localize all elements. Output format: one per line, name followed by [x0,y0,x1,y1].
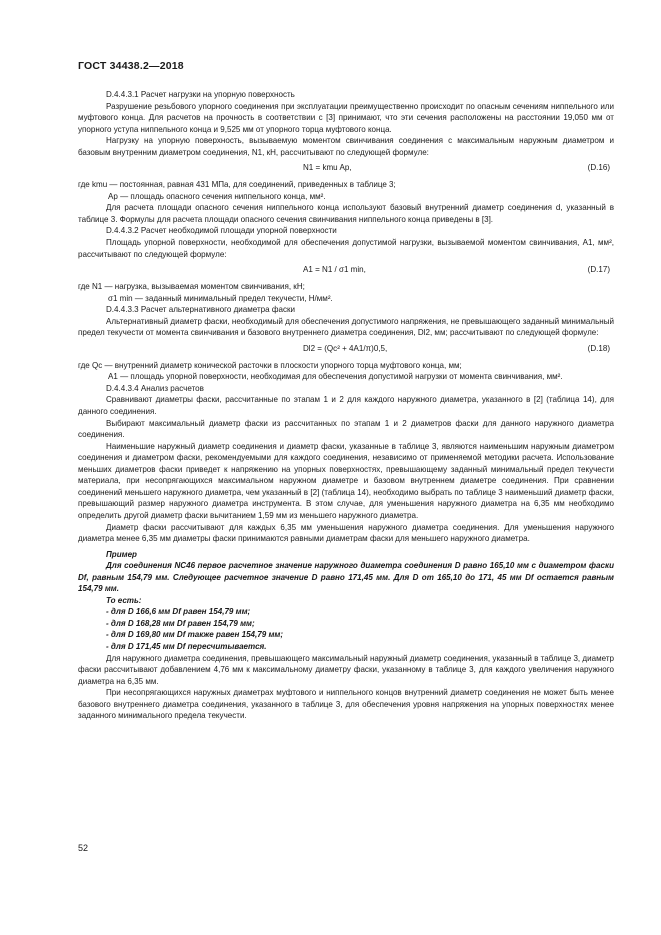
example-item: - для D 168,28 мм Df равен 154,79 мм; [106,618,255,628]
example-paragraph: Для соединения NC46 первое расчетное значение наружного диаметра соединения D равно 165,10 мм с диаметром фаски Df, равным 154,79 мм. Следующее расчетное значение D равно 171,45 мм. Для D от 165,10 до 171, 45 мм Df остается равным 154,79 мм. [78,561,614,594]
formula-expression: A1 = N1 / σ1 min, [303,265,366,275]
formula-number: (D.16) [587,163,610,173]
example-item: - для D 166,6 мм Df равен 154,79 мм; [106,607,251,617]
example-item: - для D 169,80 мм Df также равен 154,79 мм; [106,630,284,640]
page-number: 52 [78,843,89,853]
where-line: Ap — площадь опасного сечения ниппельного конца, мм². [108,191,326,201]
section-title: D.4.4.3.1 Расчет нагрузки на упорную поверхность [106,90,295,99]
paragraph: Разрушение резьбового упорного соединения при эксплуатации преимущественно происходит по опасным сечениям ниппельного или муфтового конца. Для расчетов на прочность в соответствии с [3] принимают, что эти сечения расположены на расстоянии 19,050 мм от упорного уступа ниппельного конца и 9,525 мм от упорного торца муфтового конца. [78,101,614,134]
paragraph: При несопрягающихся наружных диаметрах муфтового и ниппельного концов внутренний диаметр соединения не может быть менее базового внутреннего диаметра соединения, указанного в таблице 3, для обеспечения уровня напряжения на упорных поверхностях менее заданного минимального предела текучести. [78,688,614,721]
paragraph: Альтернативный диаметр фаски, необходимый для обеспечения допустимого напряжения, не превышающего заданный минимальный предел текучести от момента свинчивания и базового внутреннего диаметра соединения, Dl2, мм; рассчитывают по следующей формуле: [78,316,614,338]
section-title: D.4.4.3.4 Анализ расчетов [106,383,204,393]
paragraph: Диаметр фаски рассчитывают для каждых 6,35 мм уменьшения наружного диаметра соединения. Для уменьшения наружного диаметра менее 6,35 мм диаметры фаски принимаются равными диаметрам фаски для меньшего наружного диаметра. [78,522,614,544]
paragraph: Нагрузку на упорную поверхность, вызываемую моментом свинчивания соединения с максимальным наружным диаметром и базовым внутренним диаметром соединения, N1, кН, рассчитывают по следующей формуле: [78,136,614,157]
example-title: Пример [106,549,137,559]
formula-number: (D.17) [587,265,610,275]
section-title: D.4.4.3.2 Расчет необходимой площади упорной поверхности [106,226,337,236]
paragraph: Сравнивают диаметры фаски, рассчитанные по этапам 1 и 2 для каждого наружного диаметра, указанного в [2] (таблица 14), для данного соединения. [78,395,614,417]
paragraph: Выбирают максимальный диаметр фаски из рассчитанных по этапам 1 и 2 диаметров фаски для данного наружного диаметра соединения. [78,418,614,440]
where-line: где Qc — внутренний диаметр конической расточки в плоскости упорного торца муфтового конца, мм; [78,360,462,370]
paragraph: Площадь упорной поверхности, необходимой для обеспечения допустимой нагрузки, вызываемой моментом свинчивания, A1, мм², рассчитывают по следующей формуле: [78,238,614,259]
section-title: D.4.4.3.3 Расчет альтернативного диаметра фаски [106,305,295,315]
formula-number: (D.18) [587,343,610,353]
paragraph: Наименьшие наружный диаметр соединения и диаметр фаски, указанные в таблице 3, являются наименьшим наружным диаметром соединения и диаметром фаски, рекомендуемыми для каждого соединения, независимо от применяемой методики расчета. Использование меньших диаметров фаски приведет к напряжению на упорных поверхностях, превышающему заданный минимальный предел текучести материала, при несопрягающихся максимальном наружном диаметре и базовом внутреннем диаметре соединения. При сравнении соединений меньшего наружного диаметра, чем указанный в [2] (таблица 14), необходимо выбрать по таблице 3 наименьший диаметр фаски, превышающий размер наружного диаметра инструмента. В этом случае, для уменьшения наружного диаметра на 6,35 мм необходимо определить другой диаметр фаски вычитанием 1,59 мм из меньшего наружного диаметра. [78,441,614,520]
main-text [78,89,614,722]
paragraph: Для расчета площади опасного сечения ниппельного конца используют базовый внутренний диаметр соединения d, указанный в таблице 3. Формулы для расчета площади опасного сечения свинчивания ниппельного конца приведены в [3]. [78,203,614,224]
document-code-header: ГОСТ 34438.2—2018 [78,60,184,72]
example-item: - для D 171,45 мм Df пересчитывается. [106,641,267,651]
formula-expression: N1 = kmu Ap, [303,163,352,173]
example-to-est: То есть: [106,595,142,605]
formula-expression: Dl2 = (Qc² + 4A1/π)0,5, [303,343,388,353]
where-line: где kmu — постоянная, равная 431 МПа, для соединений, приведенных в таблице 3; [78,180,396,190]
where-line: где N1 — нагрузка, вызываемая моментом свинчивания, кН; [78,282,305,292]
formula-d18 [78,343,614,356]
formula-d16 [78,162,614,175]
where-line: A1 — площадь упорной поверхности, необходимая для обеспечения допустимой нагрузки от момента свинчивания, мм². [108,372,563,382]
where-line: σ1 min — заданный минимальный предел текучести, Н/мм². [108,293,333,303]
formula-d17 [78,264,614,277]
paragraph: Для наружного диаметра соединения, превышающего максимальный наружный диаметр соединения, указанный в таблице 3, диаметр фаски рассчитывают добавлением 4,76 мм к максимальному диаметру фаски, указанному в таблице 3, для каждого увеличения наружного диаметра на 6,35 мм. [78,653,614,686]
